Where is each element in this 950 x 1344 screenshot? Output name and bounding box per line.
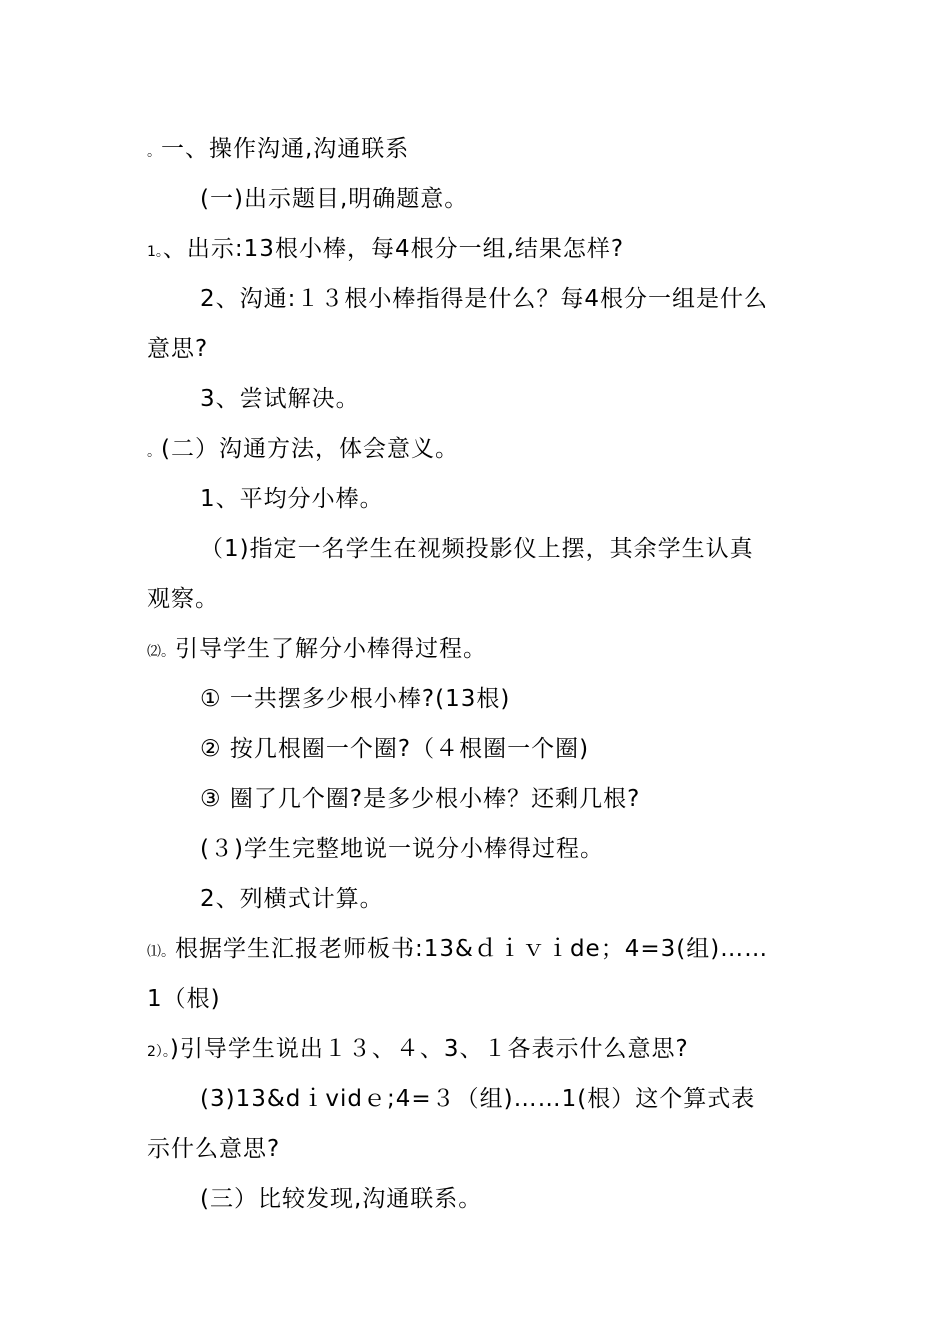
line-text: )引导学生说出１３、４、3、１各表示什么意思?: [169, 1036, 689, 1062]
line-text: 1、平均分小棒。: [200, 486, 384, 512]
line-text: (3)13&dｉvidｅ;4=３（组)……1(根）这个算式表: [200, 1086, 756, 1112]
paragraph-marker: 。: [147, 144, 161, 160]
line-text: ② 按几根圈一个圈?（４根圈一个圈): [200, 736, 590, 762]
subsection-heading: [200, 184, 468, 214]
paragraph-line: [200, 534, 754, 564]
line-text: （1)指定一名学生在视频投影仪上摆，其余学生认真: [200, 536, 754, 562]
paragraph-line: [147, 984, 221, 1014]
paragraph-marker: 1。: [147, 244, 163, 260]
line-text: (三）比较发现,沟通联系。: [200, 1186, 483, 1212]
line-text: 引导学生了解分小棒得过程。: [175, 636, 487, 662]
paragraph-line: [147, 234, 624, 267]
paragraph-line: [147, 584, 219, 614]
line-text: 一、操作沟通,沟通联系: [161, 136, 410, 162]
list-item: [200, 734, 589, 764]
paragraph-marker: 2）。: [147, 1044, 170, 1060]
line-text: 3、尝试解决。: [200, 386, 360, 412]
section-heading-1: [147, 134, 409, 167]
line-text: 示什么意思?: [147, 1136, 281, 1162]
paragraph-line: [147, 1034, 689, 1067]
line-text: 根据学生汇报老师板书:13&ｄｉｖｉde；4=3(组)……: [175, 936, 769, 962]
paragraph-line: [200, 384, 360, 414]
line-text: 意思?: [147, 336, 209, 362]
paragraph-marker: ⑴。: [147, 944, 175, 960]
line-text: ① 一共摆多少根小棒?(13根): [200, 686, 511, 712]
line-text: (３)学生完整地说一说分小棒得过程。: [200, 836, 604, 862]
paragraph-line: [147, 634, 487, 667]
paragraph-marker: 。: [147, 444, 161, 460]
subsection-heading: [147, 434, 459, 467]
paragraph-line: [200, 484, 384, 514]
subsection-heading: [200, 1184, 482, 1214]
list-item: [200, 684, 510, 714]
paragraph-line: [147, 934, 768, 967]
paragraph-line: [200, 284, 768, 314]
line-text: 1（根): [147, 986, 221, 1012]
line-text: (一)出示题目,明确题意。: [200, 186, 469, 212]
paragraph-line: [147, 1134, 280, 1164]
paragraph-line: [200, 884, 384, 914]
line-text: 2、沟通:１３根小棒指得是什么？每4根分一组是什么: [200, 286, 769, 312]
line-text: (二）沟通方法，体会意义。: [161, 436, 459, 462]
paragraph-line: [200, 1084, 755, 1114]
list-item: [200, 784, 640, 814]
line-text: 、出示:13根小棒，每4根分一组,结果怎样?: [162, 236, 625, 262]
line-text: 观察。: [147, 586, 219, 612]
paragraph-line: [147, 334, 208, 364]
paragraph-line: [200, 834, 604, 864]
paragraph-marker: ⑵。: [147, 644, 175, 660]
line-text: ③ 圈了几个圈?是多少根小棒？还剩几根?: [200, 786, 641, 812]
line-text: 2、列横式计算。: [200, 886, 384, 912]
